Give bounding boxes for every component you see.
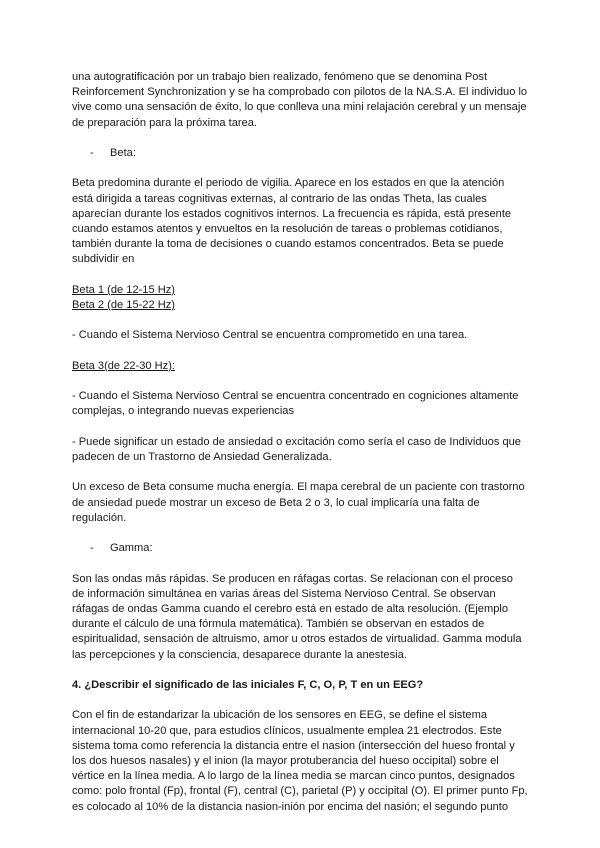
paragraph-gamma-description: Son las ondas más rápidas. Se producen en ráfagas cortas. Se relacionan con el proceso de información simultánea en varias áreas del Sistema Nervioso Central. Se observan ráfagas de ondas Gamma cuando el cerebro está en estado de alta resolución. (Ejemplo durante el cálculo de una fórmula matemática). También se observan en estados de espiritualidad, sensación de altruismo, amor u otros estados de virtualidad. Gamma modula las percepciones y la consciencia, desaparece durante la anestesia.: [72, 572, 522, 661]
section-heading-4: 4. ¿Describir el significado de las iniciales F, C, O, P, T en un EEG?: [72, 678, 424, 691]
beta2-label: Beta 2 (de 15-22 Hz): [72, 299, 175, 311]
paragraph-eeg-system: Con el fin de estandarizar la ubicación de los sensores en EEG, se define el sistema internacional 10-20 que, para estudios clínicos, usualmente emplea 21 electrodos. Este sistema toma como referencia la distancia entre el nasion (intersección del hueso frontal y los dos huesos nasales) y el inion (la mayor protuberancia del hueso occipital) sobre el vértice en la línea media. A lo largo de la línea media se marcan cinco puntos, designados como: polo frontal (Fp), frontal (F), central (C), parietal (P) y occipital (O). El primer punto Fp, es colocado al 10% de la distancia nasion-inión por encima del nasión; el segundo punto: [72, 709, 528, 813]
paragraph-beta-excess: Un exceso de Beta consume mucha energía. El mapa cerebral de un paciente con trastorno de ansiedad puede mostrar un exceso de Beta 2 o 3, lo cual implicaría una falta de regulación.: [72, 481, 525, 524]
document-page: [72, 70, 528, 815]
bullet-dash: -: [90, 147, 94, 159]
beta-subdivisions: [72, 283, 528, 313]
paragraph-beta-description: Beta predomina durante el periodo de vigilia. Aparece en los estados en que la atención está dirigida a tareas cognitivas externas, al contrario de las ondas Theta, las cuales aparecían durante los estados cognitivos internos. La frecuencia es rápida, está presente cuando estamos atentos y envueltos en la resolución de tareas o problemas cotidianos, también durante la toma de decisiones o cuando estamos concentrados. Beta se puede subdividir en: [72, 177, 512, 266]
paragraph-beta3-anxiety: - Puede significar un estado de ansiedad o excitación como sería el caso de Individuos que padecen de un Trastorno de Ansiedad Generalizada.: [72, 435, 521, 463]
bullet-gamma: [72, 541, 528, 556]
paragraph-beta-committed: - Cuando el Sistema Nervioso Central se encuentra comprometido en una tarea.: [72, 329, 468, 342]
bullet-beta: [72, 146, 528, 161]
bullet-dash: -: [90, 542, 94, 555]
bullet-gamma-label: Gamma:: [110, 542, 153, 555]
bullet-beta-label: Beta:: [110, 147, 136, 159]
paragraph-post-reinforcement: una autogratificación por un trabajo bien realizado, fenómeno que se denomina Post Reinforcement Synchronization y se ha comprobado con pilotos de la NA.S.A. El individuo lo vive como una sensación de éxito, lo que conlleva una mini relajación cerebral y un mensaje de preparación para la próxima tarea.: [72, 71, 528, 129]
beta3-label: Beta 3(de 22-30 Hz):: [72, 359, 175, 372]
beta1-label: Beta 1 (de 12-15 Hz): [72, 283, 175, 296]
paragraph-beta3-complex: - Cuando el Sistema Nervioso Central se encuentra concentrado en cogniciones altamente complejas, o integrando nuevas experiencias: [72, 390, 519, 418]
